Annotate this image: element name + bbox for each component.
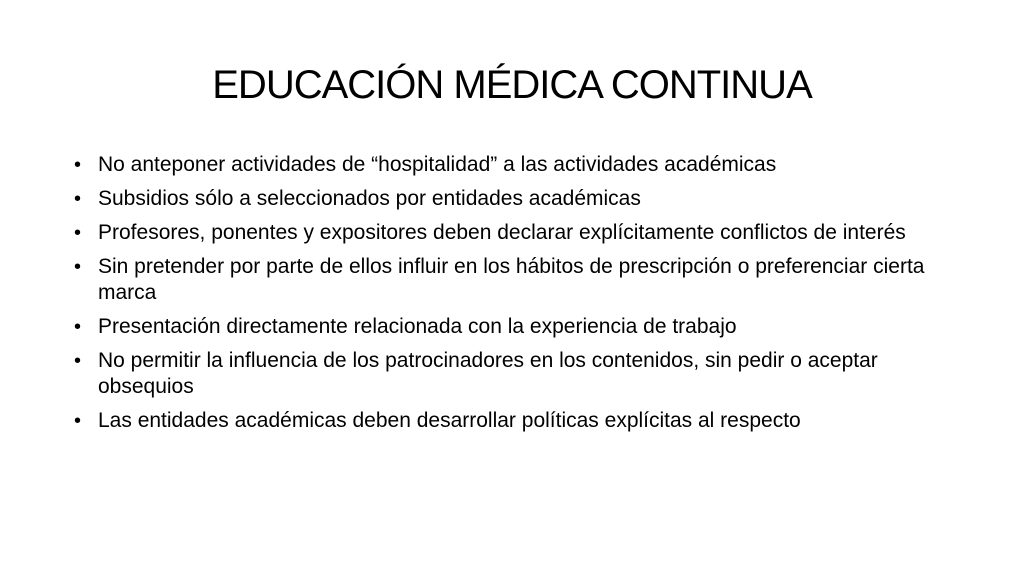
bullet-list	[74, 152, 954, 442]
bullet-icon: •	[74, 188, 82, 210]
bullet-item	[74, 408, 954, 434]
bullet-item	[74, 314, 954, 340]
bullet-text: No permitir la influencia de los patrocinadores en los contenidos, sin pedir o aceptar obsequios	[98, 349, 878, 398]
bullet-text: Las entidades académicas deben desarrollar políticas explícitas al respecto	[98, 409, 801, 432]
bullet-icon: •	[74, 350, 82, 372]
slide-title: EDUCACIÓN MÉDICA CONTINUA	[212, 63, 812, 107]
bullet-icon: •	[74, 410, 82, 432]
bullet-icon: •	[74, 222, 82, 244]
bullet-text: Sin pretender por parte de ellos influir en los hábitos de prescripción o preferenciar cierta marca	[98, 255, 925, 304]
bullet-item	[74, 348, 954, 400]
bullet-item	[74, 152, 954, 178]
bullet-icon: •	[74, 256, 82, 278]
bullet-icon: •	[74, 316, 82, 338]
bullet-item	[74, 220, 954, 246]
bullet-text: Profesores, ponentes y expositores deben declarar explícitamente conflictos de interés	[98, 221, 906, 244]
bullet-item	[74, 186, 954, 212]
bullet-item	[74, 254, 954, 306]
bullet-icon: •	[74, 154, 82, 176]
bullet-text: No anteponer actividades de “hospitalidad” a las actividades académicas	[98, 153, 777, 176]
bullet-text: Presentación directamente relacionada con la experiencia de trabajo	[98, 315, 737, 338]
bullet-text: Subsidios sólo a seleccionados por entidades académicas	[98, 187, 641, 210]
